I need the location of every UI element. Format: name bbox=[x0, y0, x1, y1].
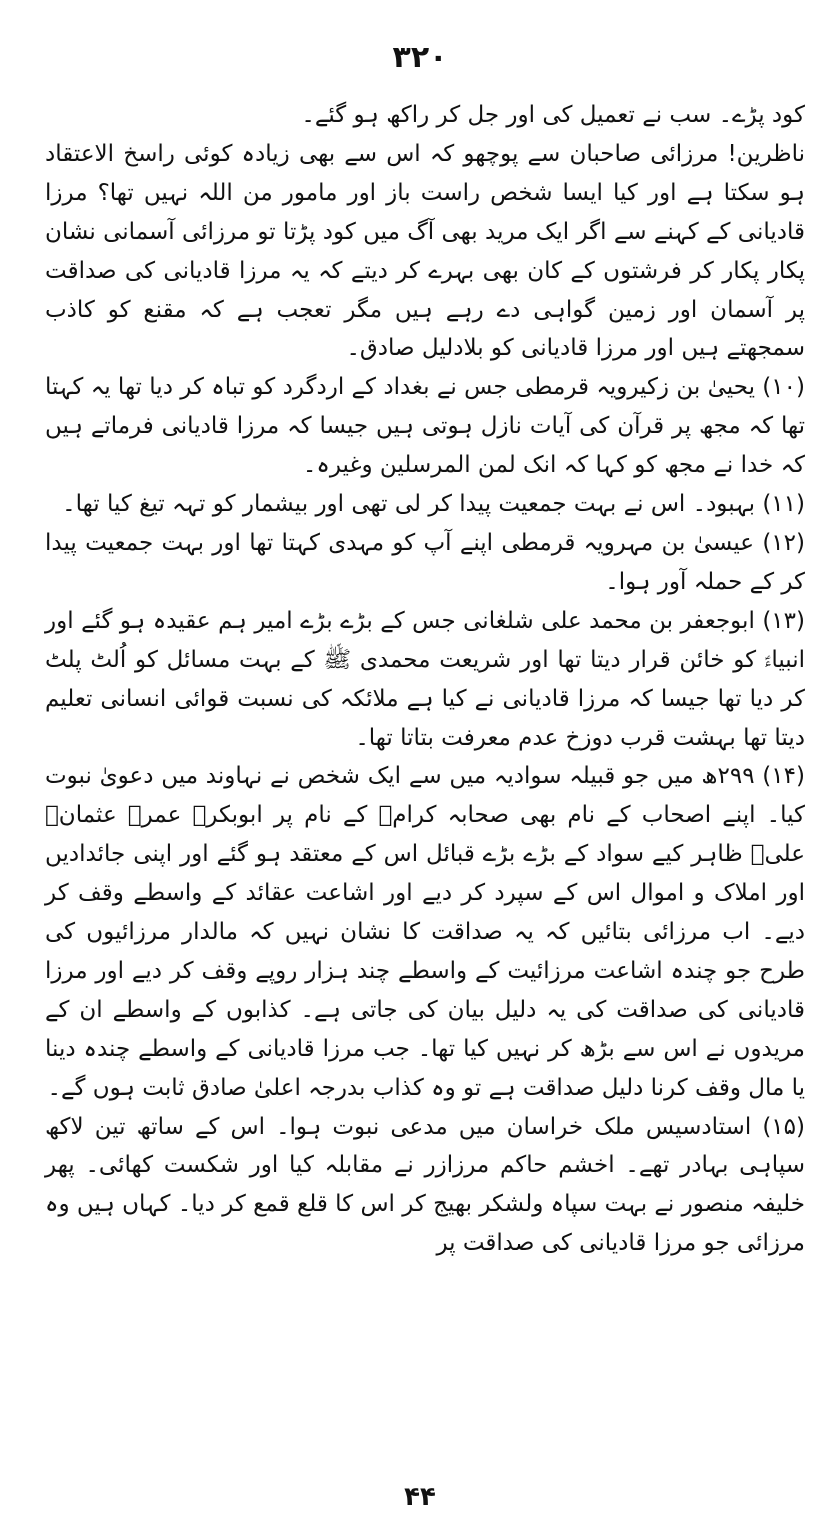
paragraph-2: ناظرین! مرزائی صاحبان سے پوچھو کہ اس سے بھی زیادہ کوئی راسخ الاعتقاد ہو سکتا ہے اور کیا ایسا شخص راست باز اور مامور من اللہ نہیں تھا؟ مرزا قادیانی کے کہنے سے اگر ایک مرید بھی آگ میں کود پڑتا تو مرزائی آسمانی نشان پکار پکار کر فرشتوں کے کان بھی بہرے کر دیتے کہ یہ مرزا قادیانی کی صداقت پر آسمان اور زمین گواہی دے رہے ہیں مگر تعجب ہے کہ مقنع کو کاذب سمجھتے ہیں اور مرزا قادیانی کو بلادلیل صادق۔ bbox=[44, 140, 805, 362]
paragraph-6: (۱۳) ابوجعفر بن محمد علی شلغانی جس کے بڑے بڑے امیر ہم عقیدہ ہو گئے اور انبیاءؑ کو خائن قرار دیتا تھا اور شریعت محمدی ﷺ کے بہت مسائل کو اُلٹ پلٹ کر دیا تھا جیسا کہ مرزا قادیانی نے کیا ہے ملائکہ کی نسبت قوائی انسانی تعلیم دیتا تھا بہشت قرب دوزخ عدم معرفت بتاتا تھا۔ bbox=[45, 607, 805, 751]
paragraph-1: کود پڑے۔ سب نے تعمیل کی اور جل کر راکھ ہو گئے۔ bbox=[301, 102, 805, 128]
paragraph-7: (۱۴) ۲۹۹ھ میں جو قبیلہ سوادیہ میں سے ایک شخص نے نہاوند میں دعویٰ نبوت کیا۔ اپنے اصحاب کے نام بھی صحابہ کرامؓ کے نام پر ابوبکرؓ عمرؓ عثمانؓ علیؓ ظاہر کیے سواد کے بڑے بڑے قبائل اس کے معتقد ہو گئے اور اپنی جائدادیں اور املاک و اموال اس کے سپرد کر دیے اور اشاعت عقائد کے واسطے وقف کر دیے۔ اب مرزائی بتائیں کہ یہ صداقت کا نشان نہیں کہ مالدار مرزائیوں کی طرح جو چندہ اشاعت مرزائیت کے واسطے چند ہزار روپے وقف کر دیے اور مرزا قادیانی کی صداقت کی یہ دلیل بیان کی جاتی ہے۔ کذابوں کے واسطے ان کے مریدوں نے اس سے بڑھ کر نہیں کیا تھا۔ جب مرزا قادیانی کے واسطے چندہ دینا یا مال وقف کرنا دلیل صداقت ہے تو وہ کذاب بدرجہ اعلیٰ صادق ثابت ہوں گے۔ bbox=[45, 763, 805, 1101]
bottom-page-number: ۴۴ bbox=[404, 1482, 436, 1512]
top-page-number: ۳۲۰ bbox=[392, 40, 448, 75]
paragraph-3: (۱۰) یحییٰ بن زکیرویہ قرمطی جس نے بغداد کے اردگرد کو تباہ کر دیا تھا یہ کہتا تھا کہ مجھ پر قرآن کی آیات نازل ہوتی ہیں جیسا کہ مرزا قادیانی فرماتے ہیں کہ خدا نے مجھ کو کہا کہ انک لمن المرسلین وغیرہ۔ bbox=[45, 374, 805, 479]
paragraph-4: (۱۱) بہبود۔ اس نے بہت جمعیت پیدا کر لی تھی اور بیشمار کو تہہ تیغ کیا تھا۔ bbox=[62, 491, 805, 518]
paragraph-8: (۱۵) استادسیس ملک خراسان میں مدعی نبوت ہوا۔ اس کے ساتھ تین لاکھ سپاہی بہادر تھے۔ اخشم حاکم مرزازر نے مقابلہ کیا اور شکست کھائی۔ پھر خلیفہ منصور نے بہت سپاہ ولشکر بھیج کر اس کا قلع قمع کر دیا۔ کہاں ہیں وہ مرزائی جو مرزا قادیانی کی صداقت پر bbox=[45, 1113, 805, 1257]
page-body-text bbox=[45, 96, 805, 1263]
paragraph-5: (۱۲) عیسیٰ بن مہرویہ قرمطی اپنے آپ کو مہدی کہتا تھا اور بہت جمعیت پیدا کر کے حملہ آور ہوا۔ bbox=[45, 529, 805, 595]
